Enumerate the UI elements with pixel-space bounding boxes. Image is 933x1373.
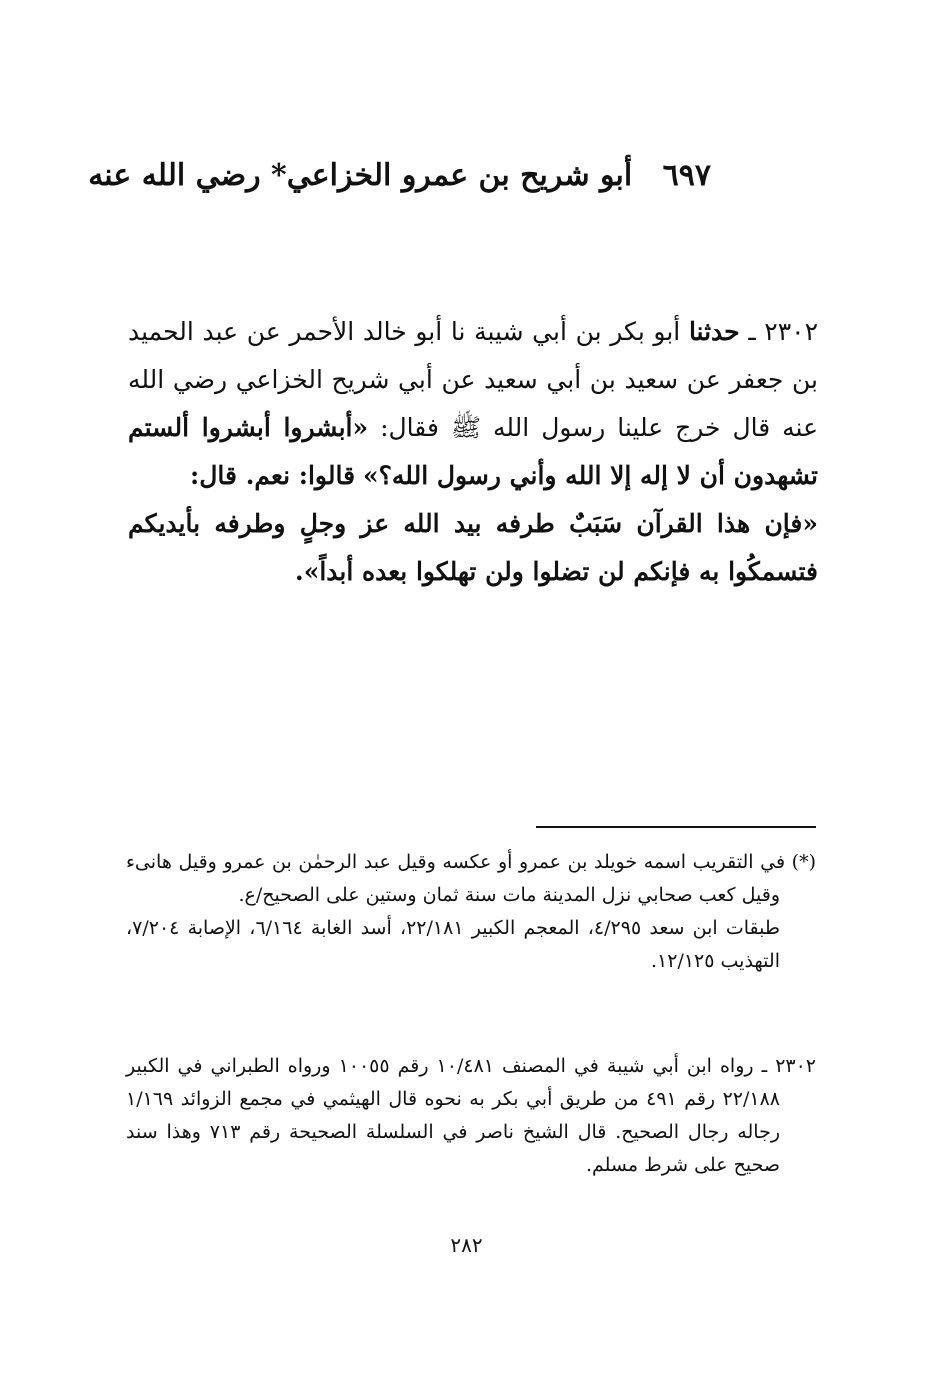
footnote-biography-refs: طبقات ابن سعد ٤/٢٩٥، المعجم الكبير ٢٢/١٨١، أسد الغابة ٦/١٦٤، الإصابة ٧/٢٠٤، التهذيب ١٢/١٢٥. xyxy=(126,917,781,972)
hadith-said: قالوا: نعم. قال: xyxy=(190,461,356,490)
chapter-heading xyxy=(88,158,711,194)
hadith-quote-1: «أبشروا أبشروا ألستم تشهدون أن لا إله إلا الله وأني رسول الله؟» xyxy=(128,413,818,490)
hadith-text xyxy=(128,308,818,596)
chapter-number: ٦٩٧ xyxy=(662,158,711,193)
footnote-separator xyxy=(536,826,816,828)
hadith-number: ٢٣٠٢ ـ xyxy=(748,317,819,346)
chapter-title: أبو شريح بن عمرو الخزاعي* رضي الله عنه xyxy=(88,158,633,193)
hadith-intro: حدثنا xyxy=(688,317,740,346)
hadith-quote-2: «فإن هذا القرآن سَبَبٌ طرفه بيد الله عز وجلٍ وطرفه بأيديكم فتسمكُوا به فإنكم لن تضلوا ولن تهلكوا بعده أبداً». xyxy=(128,509,818,586)
hadith-chain: أبو بكر بن أبي شيبة نا أبو خالد الأحمر عن عبد الحميد بن جعفر عن سعيد بن أبي سعيد عن أبي شريح الخزاعي رضي الله عنه قال خرج علينا رسول الله ﷺ فقال: xyxy=(128,317,818,442)
footnote-biography xyxy=(126,846,816,978)
footnote-takhrij-text: ٢٣٠٢ ـ رواه ابن أبي شيبة في المصنف ١٠/٤٨١ رقم ١٠٠٥٥ ورواه الطبراني في الكبير ٢٢/١٨٨ رقم ٤٩١ من طريق أبي بكر به نحوه قال الهيثمي في مجمع الزوائد ١/١٦٩ رجاله رجال الصحيح. قال الشيخ ناصر في السلسلة الصحيحة رقم ٧١٣ وهذا سند صحيح على شرط مسلم. xyxy=(126,1055,817,1176)
footnote-takhrij xyxy=(126,1050,816,1182)
page-number: ٢٨٢ xyxy=(450,1233,483,1257)
footnote-biography-text: (*) في التقريب اسمه خويلد بن عمرو أو عكسه وقيل عبد الرحمٰن بن عمرو وقيل هانىء وقيل كعب صحابي نزل المدينة مات سنة ثمان وستين على الصحيح/ع. xyxy=(126,851,816,906)
